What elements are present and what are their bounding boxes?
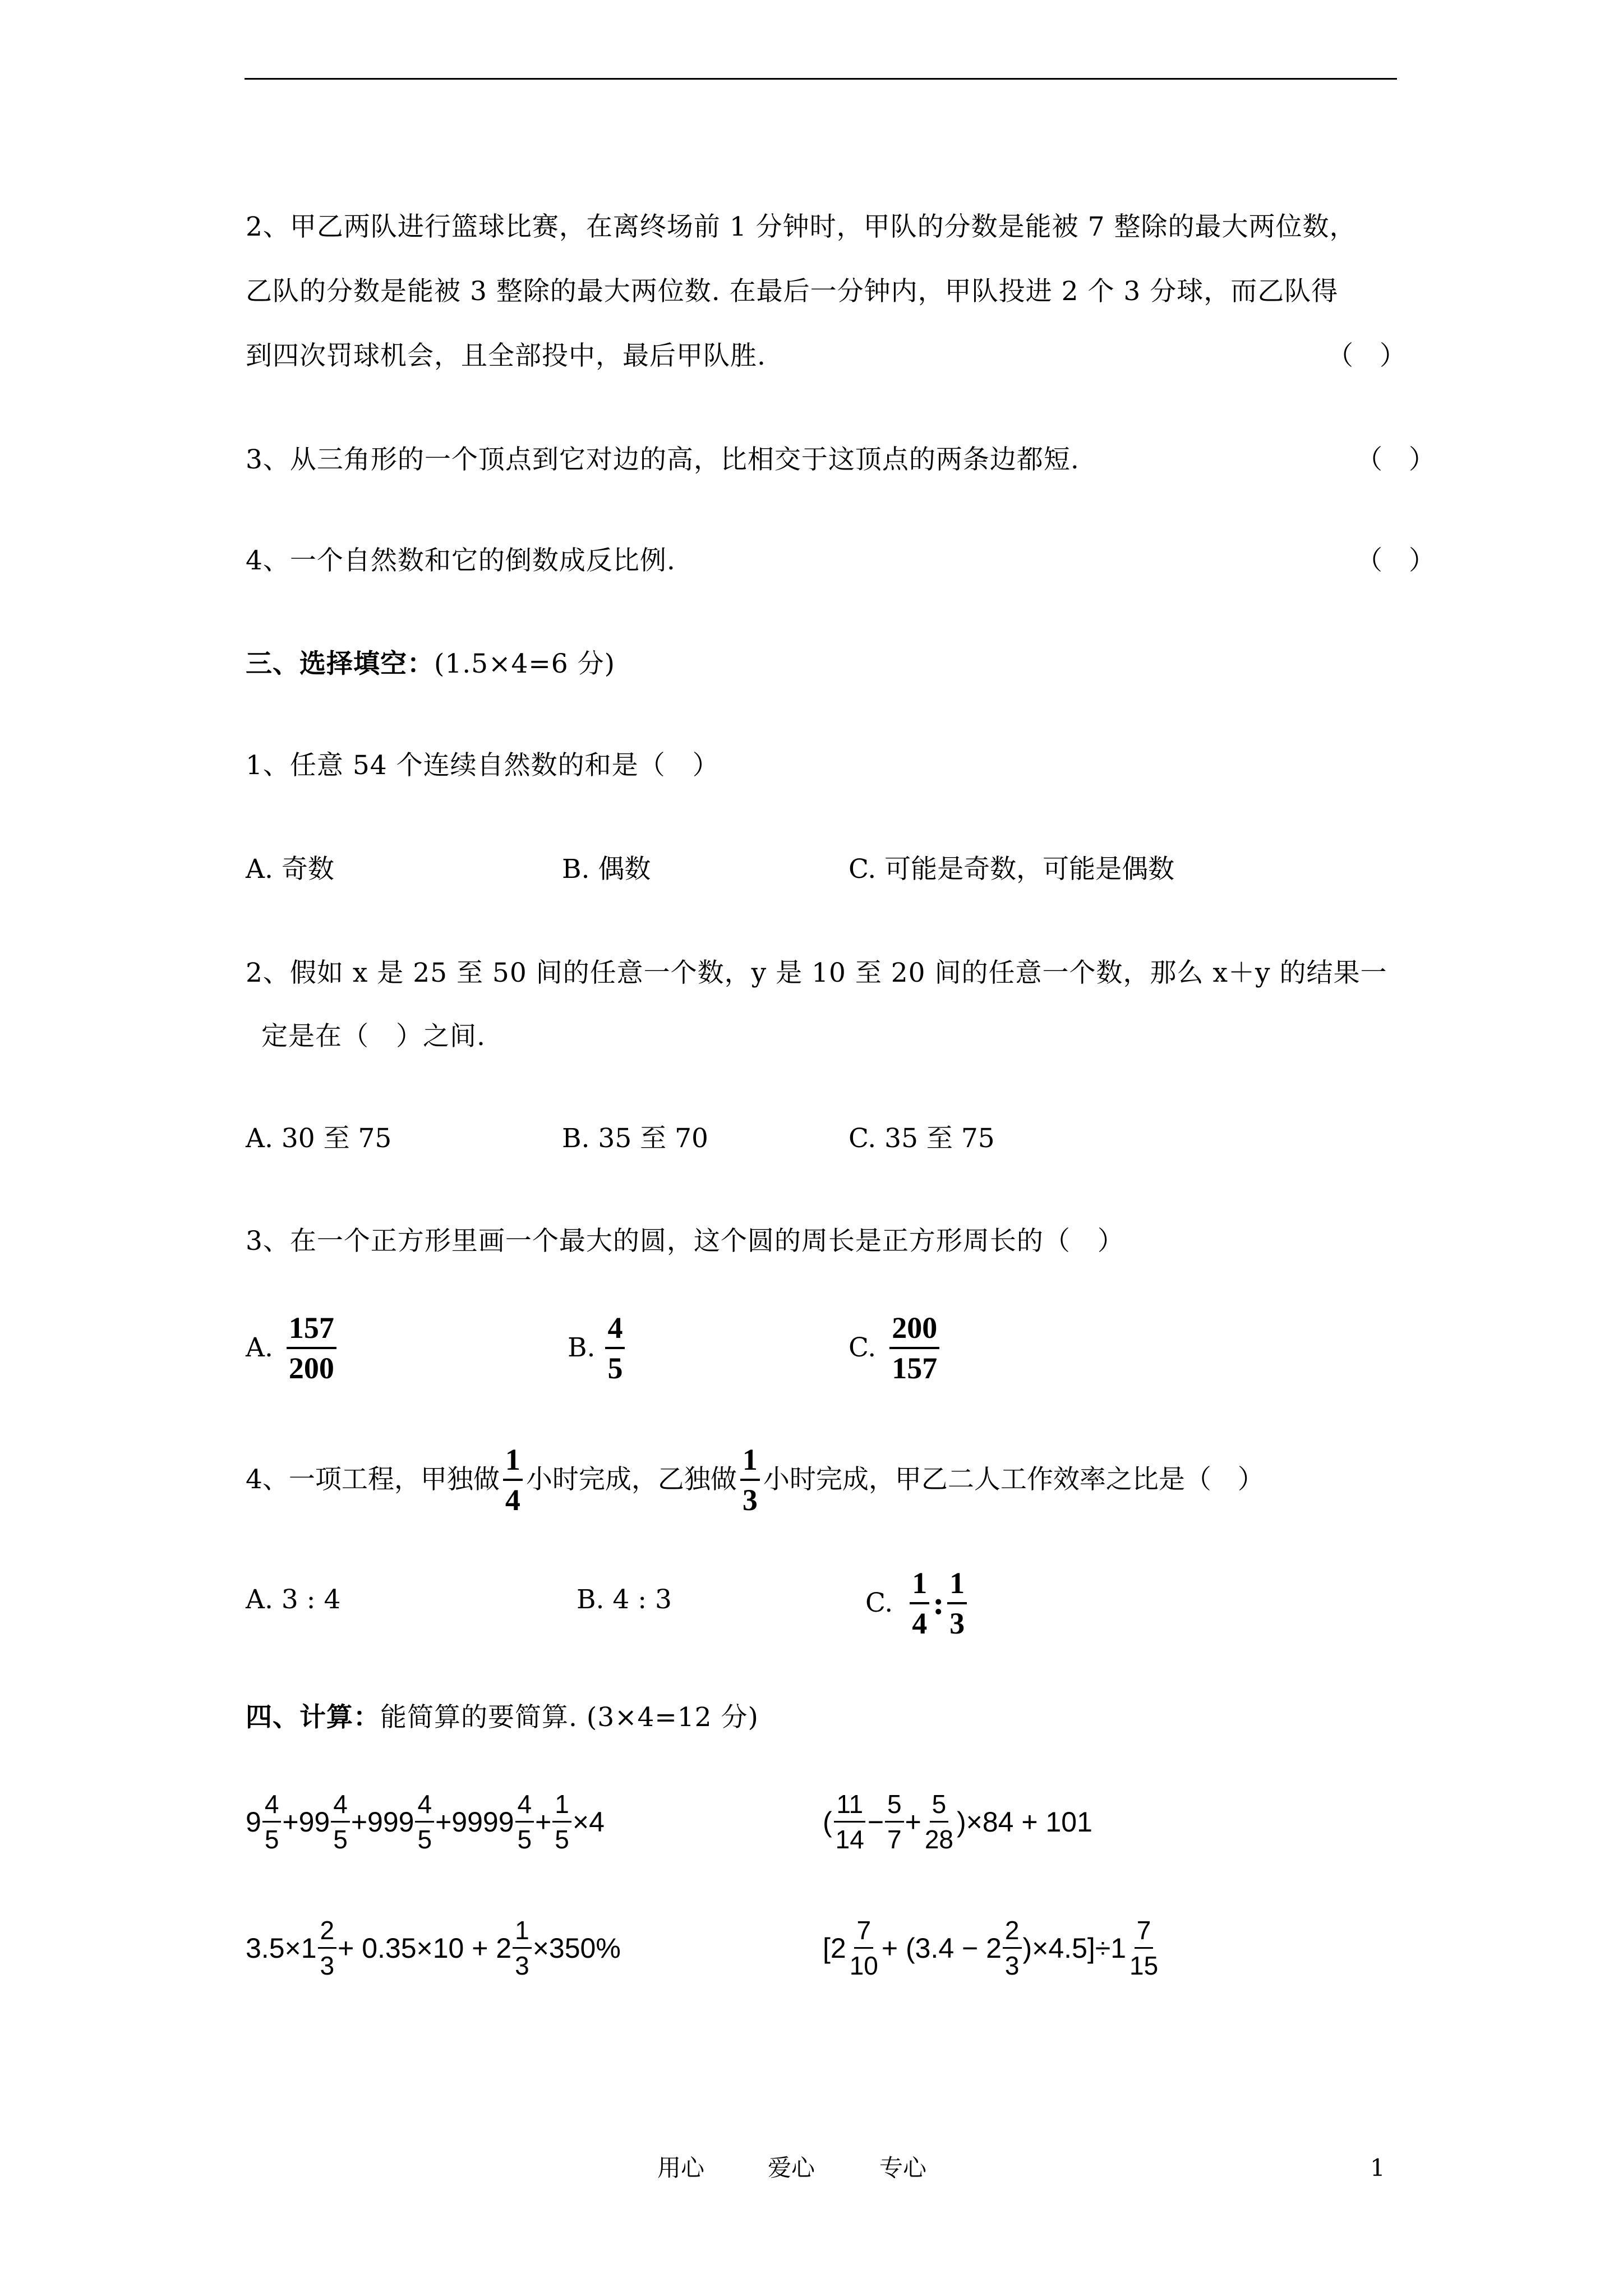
section3-heading-line bbox=[246, 647, 615, 681]
denominator: 3 bbox=[1004, 1951, 1020, 1980]
denominator: 7 bbox=[887, 1825, 902, 1854]
choice-q4-option-b: B. 4 : 3 bbox=[577, 1584, 672, 1615]
judgement-q2-line3: 到四次罚球机会，且全部投中，最后甲队胜. bbox=[246, 341, 766, 371]
fraction bbox=[331, 1789, 350, 1854]
denominator: 10 bbox=[849, 1951, 878, 1980]
choice-q1-option-a: A. 奇数 bbox=[246, 854, 334, 885]
choice-q3-option-b bbox=[568, 1310, 628, 1386]
numerator: 157 bbox=[287, 1310, 336, 1349]
fraction bbox=[287, 1310, 336, 1386]
numerator: 2 bbox=[1003, 1916, 1022, 1949]
denominator: 5 bbox=[264, 1825, 279, 1854]
expression-middle: + 0.35×10 + 2 bbox=[338, 1932, 512, 1964]
denominator: 4 bbox=[912, 1607, 928, 1640]
page-number: 1 bbox=[1370, 2154, 1385, 2182]
judgement-q2-line1: 2、甲乙两队进行篮球比赛，在离终场前 1 分钟时，甲队的分数是能被 7 整除的最大两位数， bbox=[246, 211, 1357, 242]
numerator: 5 bbox=[885, 1789, 904, 1823]
section4-heading: 四、计算： bbox=[246, 1702, 380, 1733]
numerator: 7 bbox=[854, 1916, 873, 1949]
choice-q1-option-b: B. 偶数 bbox=[562, 854, 651, 885]
fraction bbox=[415, 1789, 434, 1854]
fraction bbox=[833, 1789, 866, 1854]
numerator: 200 bbox=[889, 1310, 939, 1349]
denominator: 4 bbox=[505, 1483, 520, 1517]
denominator: 157 bbox=[892, 1351, 938, 1385]
expression-middle: )×4.5]÷1 bbox=[1022, 1932, 1127, 1964]
numerator: 2 bbox=[318, 1916, 337, 1949]
expression-tail: ×350% bbox=[532, 1932, 621, 1964]
expression-middle: + (3.4 − 2 bbox=[881, 1932, 1002, 1964]
denominator: 3 bbox=[515, 1951, 529, 1980]
fraction bbox=[262, 1789, 282, 1854]
fraction bbox=[552, 1789, 571, 1854]
section3-score: (1.5×4=6 分) bbox=[434, 648, 615, 679]
denominator: 200 bbox=[288, 1351, 334, 1385]
choice-q3: 3、在一个正方形里画一个最大的圆，这个圆的周长是正方形周长的（ ） bbox=[246, 1226, 1124, 1257]
option-b-label: B. bbox=[568, 1332, 596, 1363]
numerator: 1 bbox=[503, 1442, 523, 1481]
fraction bbox=[889, 1310, 939, 1386]
expression-head: [2 bbox=[823, 1932, 846, 1964]
header-rule bbox=[245, 78, 1397, 80]
denominator: 3 bbox=[742, 1483, 758, 1517]
numerator: 4 bbox=[605, 1310, 625, 1349]
fraction bbox=[515, 1789, 534, 1854]
judgement-q3: 3、从三角形的一个顶点到它对边的高，比相交于这顶点的两条边都短. bbox=[246, 444, 1080, 475]
whole-part: 9 bbox=[246, 1806, 261, 1838]
denominator: 5 bbox=[333, 1825, 348, 1854]
fraction bbox=[910, 1565, 929, 1641]
denominator: 3 bbox=[320, 1951, 335, 1980]
numerator: 1 bbox=[910, 1565, 929, 1604]
expression-tail: )×84 + 101 bbox=[957, 1806, 1092, 1838]
choice-q1-option-c: C. 可能是奇数，可能是偶数 bbox=[849, 854, 1175, 885]
denominator: 5 bbox=[417, 1825, 432, 1854]
section4-heading-line bbox=[246, 1701, 759, 1734]
denominator: 5 bbox=[607, 1351, 623, 1385]
choice-q2-option-a: A. 30 至 75 bbox=[246, 1123, 392, 1154]
choice-q2-option-c: C. 35 至 75 bbox=[849, 1123, 995, 1154]
numerator: 4 bbox=[262, 1789, 282, 1823]
choice-q3-option-c bbox=[849, 1310, 943, 1386]
fraction bbox=[503, 1442, 523, 1518]
numerator: 1 bbox=[740, 1442, 760, 1481]
denominator: 15 bbox=[1129, 1951, 1159, 1980]
operator: + bbox=[905, 1806, 921, 1838]
choice-q4-part2: 小时完成，乙独做 bbox=[525, 1464, 737, 1495]
choice-q2-line2: 定是在（ ）之间. bbox=[261, 1021, 486, 1052]
choice-q4-part1: 4、一项工程，甲独做 bbox=[246, 1464, 500, 1495]
calc-expression-1 bbox=[246, 1789, 605, 1854]
fraction bbox=[947, 1565, 967, 1641]
calc-expression-3 bbox=[246, 1916, 621, 1980]
operator: + bbox=[351, 1806, 368, 1838]
numerator: 4 bbox=[331, 1789, 350, 1823]
choice-q1: 1、任意 54 个连续自然数的和是（ ） bbox=[246, 750, 720, 781]
operator: − bbox=[867, 1806, 884, 1838]
fraction bbox=[605, 1310, 625, 1386]
option-a-label: A. bbox=[246, 1332, 273, 1363]
fraction bbox=[847, 1916, 880, 1980]
denominator: 5 bbox=[555, 1825, 569, 1854]
fraction bbox=[1127, 1916, 1160, 1980]
whole-part: 9999 bbox=[451, 1806, 514, 1838]
whole-part: 999 bbox=[367, 1806, 414, 1838]
numerator: 7 bbox=[1135, 1916, 1154, 1949]
numerator: 4 bbox=[415, 1789, 434, 1823]
expression-tail: ×4 bbox=[572, 1806, 605, 1838]
numerator: 5 bbox=[930, 1789, 949, 1823]
denominator: 3 bbox=[949, 1607, 965, 1640]
choice-q4-part3: 小时完成，甲乙二人工作效率之比是（ ） bbox=[763, 1464, 1264, 1495]
fraction bbox=[513, 1916, 532, 1980]
numerator: 11 bbox=[834, 1789, 865, 1823]
operator: + bbox=[435, 1806, 452, 1838]
fraction bbox=[923, 1789, 956, 1854]
option-c-label: C. bbox=[849, 1332, 877, 1363]
choice-q4 bbox=[246, 1442, 1264, 1518]
judgement-q2-answer-blank: （ ） bbox=[1327, 341, 1406, 371]
fraction bbox=[885, 1789, 904, 1854]
fraction bbox=[740, 1442, 760, 1518]
calc-expression-4 bbox=[823, 1916, 1161, 1980]
whole-part: 99 bbox=[298, 1806, 330, 1838]
footer-word-2: 爱心 bbox=[768, 2154, 815, 2182]
ratio-colon: : bbox=[933, 1585, 944, 1621]
judgement-q4-answer-blank: （ ） bbox=[1356, 545, 1435, 576]
numerator: 1 bbox=[552, 1789, 571, 1823]
denominator: 5 bbox=[517, 1825, 532, 1854]
option-c-label: C. bbox=[865, 1588, 893, 1618]
judgement-q3-answer-blank: （ ） bbox=[1356, 444, 1435, 475]
fraction bbox=[318, 1916, 337, 1980]
expression-head: 3.5×1 bbox=[246, 1932, 317, 1964]
choice-q4-option-c bbox=[865, 1565, 970, 1641]
judgement-q4: 4、一个自然数和它的倒数成反比例. bbox=[246, 545, 676, 576]
judgement-q2-line2: 乙队的分数是能被 3 整除的最大两位数. 在最后一分钟内，甲队投进 2 个 3 分球，而乙队得 bbox=[246, 276, 1339, 307]
choice-q4-option-a: A. 3 : 4 bbox=[246, 1584, 341, 1615]
operator: + bbox=[535, 1806, 552, 1838]
fraction bbox=[1003, 1916, 1022, 1980]
denominator: 28 bbox=[924, 1825, 953, 1854]
open-paren: ( bbox=[823, 1806, 832, 1838]
calc-expression-2 bbox=[823, 1789, 1092, 1854]
section4-instructions: 能简算的要简算. (3×4=12 分) bbox=[380, 1702, 759, 1733]
numerator: 1 bbox=[513, 1916, 532, 1949]
section3-heading: 三、选择填空： bbox=[246, 648, 434, 679]
numerator: 1 bbox=[947, 1565, 967, 1604]
denominator: 14 bbox=[835, 1825, 864, 1854]
choice-q3-option-a bbox=[246, 1310, 340, 1386]
footer-word-1: 用心 bbox=[657, 2154, 705, 2182]
choice-q2-option-b: B. 35 至 70 bbox=[562, 1123, 708, 1154]
choice-q2-line1: 2、假如 x 是 25 至 50 间的任意一个数，y 是 10 至 20 间的任意一个数，那么 x＋y 的结果一 bbox=[246, 958, 1387, 988]
footer-word-3: 专心 bbox=[879, 2154, 927, 2182]
numerator: 4 bbox=[515, 1789, 534, 1823]
operator: + bbox=[282, 1806, 299, 1838]
